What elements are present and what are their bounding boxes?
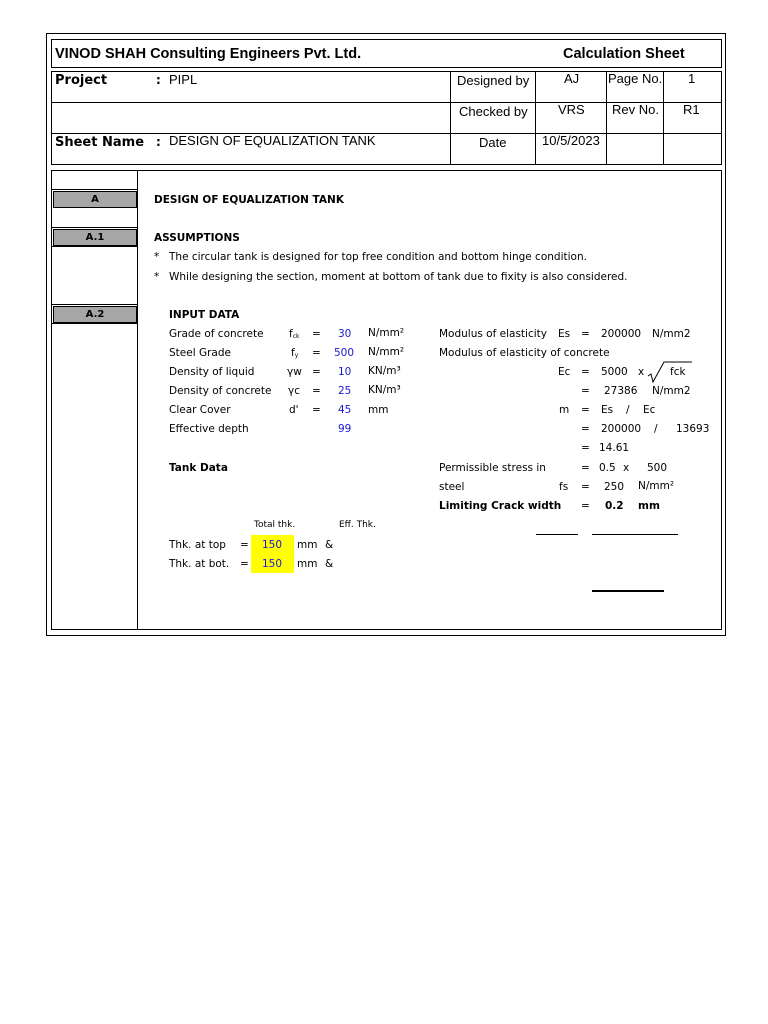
concrete-symbol: γc (288, 385, 300, 397)
m-symbol: m (559, 404, 570, 416)
grade-symbol (289, 328, 299, 340)
m-denominator: Ec (643, 404, 656, 416)
thk-top-value[interactable]: 150 (262, 539, 283, 551)
project-label: Project (55, 73, 108, 88)
grade-eq: = (312, 328, 321, 340)
section-a2-code: A.2 (53, 306, 137, 323)
sheet-name-value: DESIGN OF EQUALIZATION TANK (169, 133, 376, 148)
steel-unit: N/mm² (368, 346, 405, 358)
section-a-code: A (53, 191, 137, 208)
body-frame (51, 170, 722, 630)
sheet-name-label: Sheet Name (55, 135, 145, 150)
grade-value: 30 (338, 328, 352, 340)
page-no-label: Page No. (608, 71, 663, 86)
ec-symbol: Ec (558, 366, 571, 378)
liquid-value: 10 (338, 366, 352, 378)
grid-row-line-2 (51, 133, 722, 134)
fs-symbol: fs (559, 481, 569, 493)
thk-bot-value[interactable]: 150 (262, 558, 283, 570)
assumption-1: The circular tank is designed for top free condition and bottom hinge condition. (169, 251, 587, 263)
input-data-title: INPUT DATA (169, 309, 240, 321)
perm-stress-label-1: Permissible stress in (439, 462, 546, 474)
steel-sub: y (294, 352, 299, 359)
m-eq: = (581, 404, 590, 416)
liquid-unit: KN/m³ (368, 365, 401, 377)
grid-col-line-2 (535, 71, 536, 165)
thk-top-label: Thk. at top (169, 539, 226, 551)
m-den-value: 13693 (676, 423, 710, 435)
margin-line-5 (51, 323, 137, 324)
crack-width-unit: mm (638, 500, 660, 512)
total-thk-header: Total thk. (254, 520, 296, 530)
crack-width-eq: = (581, 500, 590, 512)
assumption-2: While designing the section, moment at bottom of tank due to fixity is also considered. (169, 271, 628, 283)
grade-sym: f (289, 328, 293, 340)
ec-result-eq: = (581, 385, 590, 397)
crack-width-label: Limiting Crack width (439, 500, 562, 512)
date-value: 10/5/2023 (542, 133, 600, 148)
perm-factor: 0.5 (599, 462, 616, 474)
ec-coef: 5000 (601, 366, 628, 378)
cover-eq: = (312, 404, 321, 416)
eff-depth-value: 99 (338, 423, 352, 435)
steel-label: Steel Grade (169, 347, 231, 359)
m-result-eq: = (581, 442, 590, 454)
thick-rule (592, 590, 664, 592)
thk-bot-label: Thk. at bot. (169, 558, 230, 570)
grade-label: Grade of concrete (169, 328, 264, 340)
grade-sub: ck (292, 333, 300, 340)
es-symbol: Es (558, 328, 571, 340)
checked-by-label: Checked by (459, 104, 528, 119)
rev-no-label: Rev No. (612, 102, 659, 117)
concrete-value: 25 (338, 385, 352, 397)
m-numerator: Es (601, 404, 614, 416)
tank-data-title: Tank Data (169, 462, 228, 474)
designed-by-label: Designed by (457, 73, 530, 88)
designed-by-value: AJ (564, 71, 580, 86)
left-margin-line (137, 170, 138, 630)
cover-symbol: d' (289, 404, 299, 416)
ec-eq: = (581, 366, 590, 378)
date-label: Date (479, 135, 507, 150)
checked-by-value: VRS (558, 102, 585, 117)
margin-line-1 (51, 189, 137, 190)
ec-value: 27386 (604, 385, 638, 397)
margin-line-3 (51, 246, 137, 247)
m-calc-eq: = (581, 423, 590, 435)
rule-1 (536, 534, 578, 535)
m-slash: / (626, 404, 630, 416)
grid-col-line-4 (663, 71, 664, 165)
steel-symbol (291, 347, 298, 359)
perm-stress-eq: = (581, 462, 590, 474)
es-value: 200000 (601, 328, 642, 340)
grid-col-line-1 (450, 71, 451, 165)
margin-line-2 (51, 227, 137, 228)
eff-thk-header: Eff. Thk. (339, 520, 376, 530)
margin-line-4 (51, 304, 137, 305)
ec-times: x (638, 366, 645, 378)
es-unit: N/mm2 (652, 328, 691, 340)
rev-no-value: R1 (683, 102, 700, 117)
sheet-type: Calculation Sheet (563, 46, 685, 62)
thk-bot-unit: mm (297, 558, 318, 570)
steel-eq: = (312, 347, 321, 359)
m-num-value: 200000 (601, 423, 642, 435)
liquid-label: Density of liquid (169, 366, 255, 378)
bullet-1: * (154, 251, 160, 263)
crack-width-value: 0.2 (605, 500, 624, 512)
steel-value: 500 (334, 347, 355, 359)
thk-top-unit: mm (297, 539, 318, 551)
es-eq: = (581, 328, 590, 340)
liquid-symbol: γw (287, 366, 302, 378)
ec-label: Modulus of elasticity of concrete (439, 347, 610, 359)
thk-top-eq: = (240, 539, 249, 551)
concrete-eq: = (312, 385, 321, 397)
perm-fy: 500 (647, 462, 668, 474)
concrete-unit: KN/m³ (368, 384, 401, 396)
page-no-value: 1 (688, 71, 696, 86)
thk-bot-eq: = (240, 558, 249, 570)
section-a1-code: A.1 (53, 229, 137, 246)
liquid-eq: = (312, 366, 321, 378)
m-value: 14.61 (599, 442, 630, 454)
grid-col-line-3 (606, 71, 607, 165)
grade-unit: N/mm² (368, 327, 405, 339)
project-value: PIPL (169, 72, 198, 87)
rule-2 (592, 534, 678, 535)
m-calc-slash: / (654, 423, 658, 435)
thk-top-amp: & (325, 539, 334, 551)
section-a-title: DESIGN OF EQUALIZATION TANK (154, 194, 344, 206)
cover-unit: mm (368, 404, 389, 416)
steel-sym: f (291, 347, 295, 359)
perm-times: x (623, 462, 630, 474)
sheet-name-colon: : (156, 135, 161, 149)
eff-depth-label: Effective depth (169, 423, 249, 435)
section-a1-title: ASSUMPTIONS (154, 232, 240, 244)
ec-unit: N/mm2 (652, 385, 691, 397)
company-name: VINOD SHAH Consulting Engineers Pvt. Ltd. (55, 46, 362, 62)
concrete-label: Density of concrete (169, 385, 272, 397)
thk-bot-amp: & (325, 558, 334, 570)
fs-value: 250 (604, 481, 625, 493)
fs-unit: N/mm² (638, 480, 675, 492)
ec-sqrt-arg: fck (670, 366, 686, 378)
project-colon: : (156, 73, 161, 87)
bullet-2: * (154, 271, 160, 283)
fs-eq: = (581, 481, 590, 493)
es-label: Modulus of elasticity (439, 328, 547, 340)
perm-stress-label-2: steel (439, 481, 465, 493)
cover-value: 45 (338, 404, 352, 416)
cover-label: Clear Cover (169, 404, 231, 416)
